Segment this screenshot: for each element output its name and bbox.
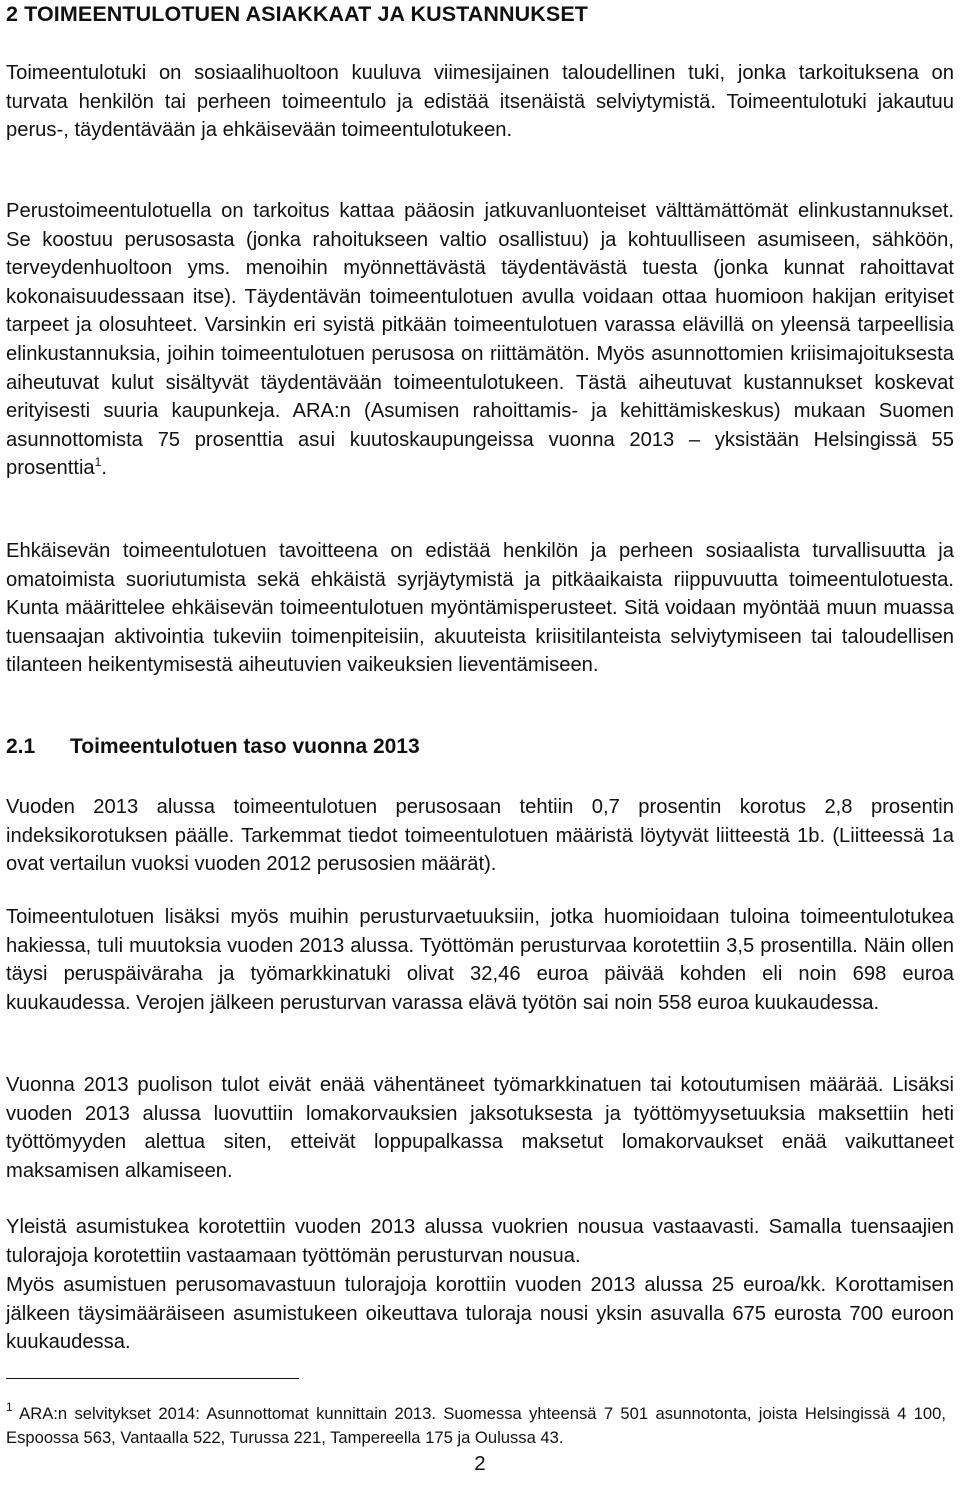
intro-paragraph-2 xyxy=(6,197,954,483)
footnote-reference[interactable]: 1 xyxy=(94,455,102,470)
section-title: Toimeentulotuen taso vuonna 2013 xyxy=(70,735,420,758)
section-paragraph-5: Myös asumistuen perusomavastuun tulorajoja korottiin vuoden 2013 alussa 25 euroa/kk. Korottamisen jälkeen täysimääräiseen asumistukeen oikeuttava tuloraja nousi yksin asuvalla 675 eurosta 700 euroon kuukaudessa. xyxy=(6,1274,954,1354)
footnote-text: ARA:n selvitykset 2014: Asunnottomat kunnittain 2013. Suomessa yhteensä 7 501 asunnotonta, joista Helsingissä 4 100, Espoossa 563, Vantaalla 522, Turussa 221, Tampereella 175 ja Oulussa 43. xyxy=(6,1404,946,1447)
section-paragraph-4: Yleistä asumistukea korotettiin vuoden 2013 alussa vuokrien nousua vastaavasti. Samalla tuensaajien tulorajoja korotettiin vastaamaan työttömän perusturvan nousua. xyxy=(6,1216,954,1267)
section-number: 2.1 xyxy=(6,735,36,758)
intro-paragraph-2-end: . xyxy=(101,457,107,480)
section-paragraph-3: Vuonna 2013 puolison tulot eivät enää vähentäneet työmarkkinatuen tai kotoutumisen määrää. Lisäksi vuoden 2013 alussa luovuttiin lomakorvauksien jaksotuksesta ja työttömyysetuuksia maksettiin heti työttömyyden alettua siten, etteivät loppupalkassa maksetut lomakorvaukset enää vaikuttaneet maksamisen alkamiseen. xyxy=(6,1074,954,1182)
intro-paragraph-3: Ehkäisevän toimeentulotuen tavoitteena on edistää henkilön ja perheen sosiaalista turvallisuutta ja omatoimista suoriutumista sekä ehkäistä syrjäytymistä ja pitkäaikaista riippuvuutta toimeentulotuesta. Kunta määrittelee ehkäisevän toimeentulotuen myöntämisperusteet. Sitä voidaan myöntää muun muassa tuensaajan aktivointia tukeviin toimenpiteisiin, akuuteista kriisitilanteista selviytymiseen tai taloudellisen tilanteen heikentymisestä aiheutuvien vaikeuksien lieventämiseen. xyxy=(6,540,954,677)
footnote-separator xyxy=(6,1378,299,1379)
intro-paragraph-1: Toimeentulotuki on sosiaalihuoltoon kuuluva viimesijainen taloudellinen tuki, jonka tarkoituksena on turvata henkilön tai perheen toimeentulo ja edistää itsenäistä selviytymistä. Toimeentulotuki jakautuu perus-, täydentävään ja ehkäisevään toimeentulotukeen. xyxy=(6,62,954,142)
footnote xyxy=(6,1402,946,1450)
section-heading xyxy=(6,735,420,759)
section-paragraph-2: Toimeentulotuen lisäksi myös muihin perusturvaetuuksiin, jotka huomioidaan tuloina toimeentulotukea hakiessa, tuli muutoksia vuoden 2013 alussa. Työttömän perusturvaa korotettiin 3,5 prosentilla. Näin ollen täysi peruspäiväraha ja työmarkkinatuki olivat 32,46 euroa päivää kohden eli noin 698 euroa kuukaudessa. Verojen jälkeen perusturvan varassa elävä työtön sai noin 558 euroa kuukaudessa. xyxy=(6,906,954,1014)
intro-paragraph-2-text: Perustoimeentulotuella on tarkoitus kattaa pääosin jatkuvanluonteiset välttämättömät elinkustannukset. Se koostuu perusosasta (jonka rahoitukseen valtio osallistuu) ja kohtuulliseen asumiseen, sähköön, terveydenhuoltoon yms. menoihin myönnettävästä täydentävästä tuesta (jonka kunnat rahoittavat kokonaisuudessaan itse). Täydentävän toimeentulotuen avulla voidaan ottaa huomioon hakijan erityiset tarpeet ja olosuhteet. Varsinkin eri syistä pitkään toimeentulotuen varassa elävillä on yleensä tarpeellisia elinkustannuksia, joihin toimeentulotuen perusosa on riittämätön. Myös asunnottomien kriisimajoituksesta aiheutuvat kulut sisältyvät täydentävään toimeentulotukeen. Tästä aiheutuvat kustannukset koskevat erityisesti suuria kaupunkeja. ARA:n (Asumisen rahoittamis- ja kehittämiskeskus) mukaan Suomen asunnottomista 75 prosenttia asui kuutoskaupungeissa vuonna 2013 – yksistään Helsingissä 55 prosenttia xyxy=(6,200,954,480)
page-number: 2 xyxy=(474,1452,486,1475)
footnote-marker: 1 xyxy=(6,1400,13,1414)
chapter-heading: 2 TOIMEENTULOTUEN ASIAKKAAT JA KUSTANNUKSET xyxy=(6,2,589,26)
section-paragraph-1: Vuoden 2013 alussa toimeentulotuen perusosaan tehtiin 0,7 prosentin korotus 2,8 prosentin indeksikorotuksen päälle. Tarkemmat tiedot toimeentulotuen määristä löytyvät liitteestä 1b. (Liitteessä 1a ovat vertailun vuoksi vuoden 2012 perusosien määrät). xyxy=(6,796,954,876)
